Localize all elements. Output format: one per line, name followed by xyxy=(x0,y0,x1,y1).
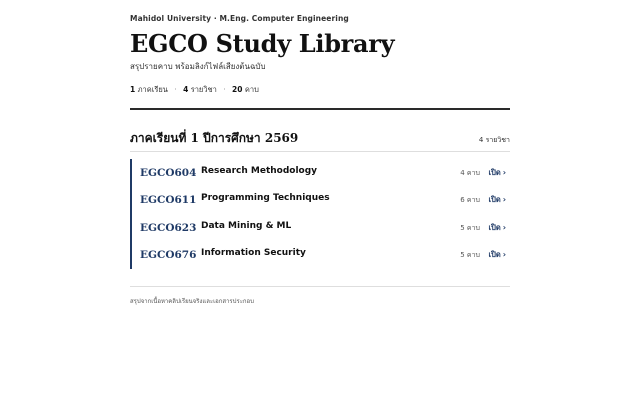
header-divider xyxy=(130,108,510,110)
open-label: เปิด xyxy=(488,195,501,204)
course-name: Data Mining & ML xyxy=(201,220,292,231)
open-label: เปิด xyxy=(488,250,501,259)
course-count: 4 xyxy=(183,85,189,94)
semester-header xyxy=(130,127,510,149)
course-code: EGCO623 xyxy=(140,221,197,234)
open-course-link[interactable] xyxy=(489,194,507,206)
page-title: EGCO Study Library xyxy=(130,29,395,58)
course-lecture-count: 5 คาบ xyxy=(460,223,480,232)
semester-divider xyxy=(130,151,510,152)
stat-separator: · xyxy=(174,85,177,94)
lecture-count: 20 xyxy=(232,85,243,94)
course-code: EGCO676 xyxy=(140,249,197,261)
chevron-right-icon: › xyxy=(502,167,506,177)
footer-note: สรุปจากเนื้อหาคลิปเรียนจริงและเอกสารประกอบ xyxy=(130,297,254,305)
course-lecture-count: 6 คาบ xyxy=(460,196,480,204)
semester-count: 1 xyxy=(130,85,136,94)
course-row[interactable] xyxy=(132,214,510,242)
stat-separator: · xyxy=(223,85,226,94)
open-label: เปิด xyxy=(488,167,501,177)
course-lecture-count: 4 คาบ xyxy=(460,168,480,177)
course-name: Research Methodology xyxy=(201,165,318,176)
course-row[interactable] xyxy=(132,186,510,214)
open-label: เปิด xyxy=(488,222,501,232)
course-code: EGCO611 xyxy=(140,194,197,206)
footer-divider xyxy=(130,286,510,287)
lecture-count-label: คาบ xyxy=(244,85,259,94)
course-name: Programming Techniques xyxy=(201,193,330,203)
page-subtitle: สรุปรายคาบ พร้อมลิงก์ไฟล์เสียงต้นฉบับ xyxy=(130,62,266,71)
semester-count-label: ภาคเรียน xyxy=(137,85,168,94)
course-code: EGCO604 xyxy=(140,166,197,179)
course-name: Information Security xyxy=(201,248,306,258)
open-course-link[interactable] xyxy=(489,167,507,179)
course-row[interactable] xyxy=(132,241,510,269)
eyebrow-text: Mahidol University · M.Eng. Computer Engineering xyxy=(130,14,349,23)
open-course-link[interactable] xyxy=(489,222,507,234)
course-count-label: รายวิชา xyxy=(190,85,217,94)
page xyxy=(130,14,510,306)
open-course-link[interactable] xyxy=(489,249,507,261)
chevron-right-icon: › xyxy=(502,195,506,204)
stats-summary xyxy=(130,84,510,96)
chevron-right-icon: › xyxy=(502,222,506,232)
course-row[interactable] xyxy=(132,159,510,187)
semester-course-count: 4 รายวิชา xyxy=(478,135,510,144)
course-list xyxy=(130,159,510,269)
course-lecture-count: 5 คาบ xyxy=(460,251,480,259)
chevron-right-icon: › xyxy=(502,250,506,259)
semester-title: ภาคเรียนที่ 1 ปีการศึกษา 2569 xyxy=(130,130,299,145)
